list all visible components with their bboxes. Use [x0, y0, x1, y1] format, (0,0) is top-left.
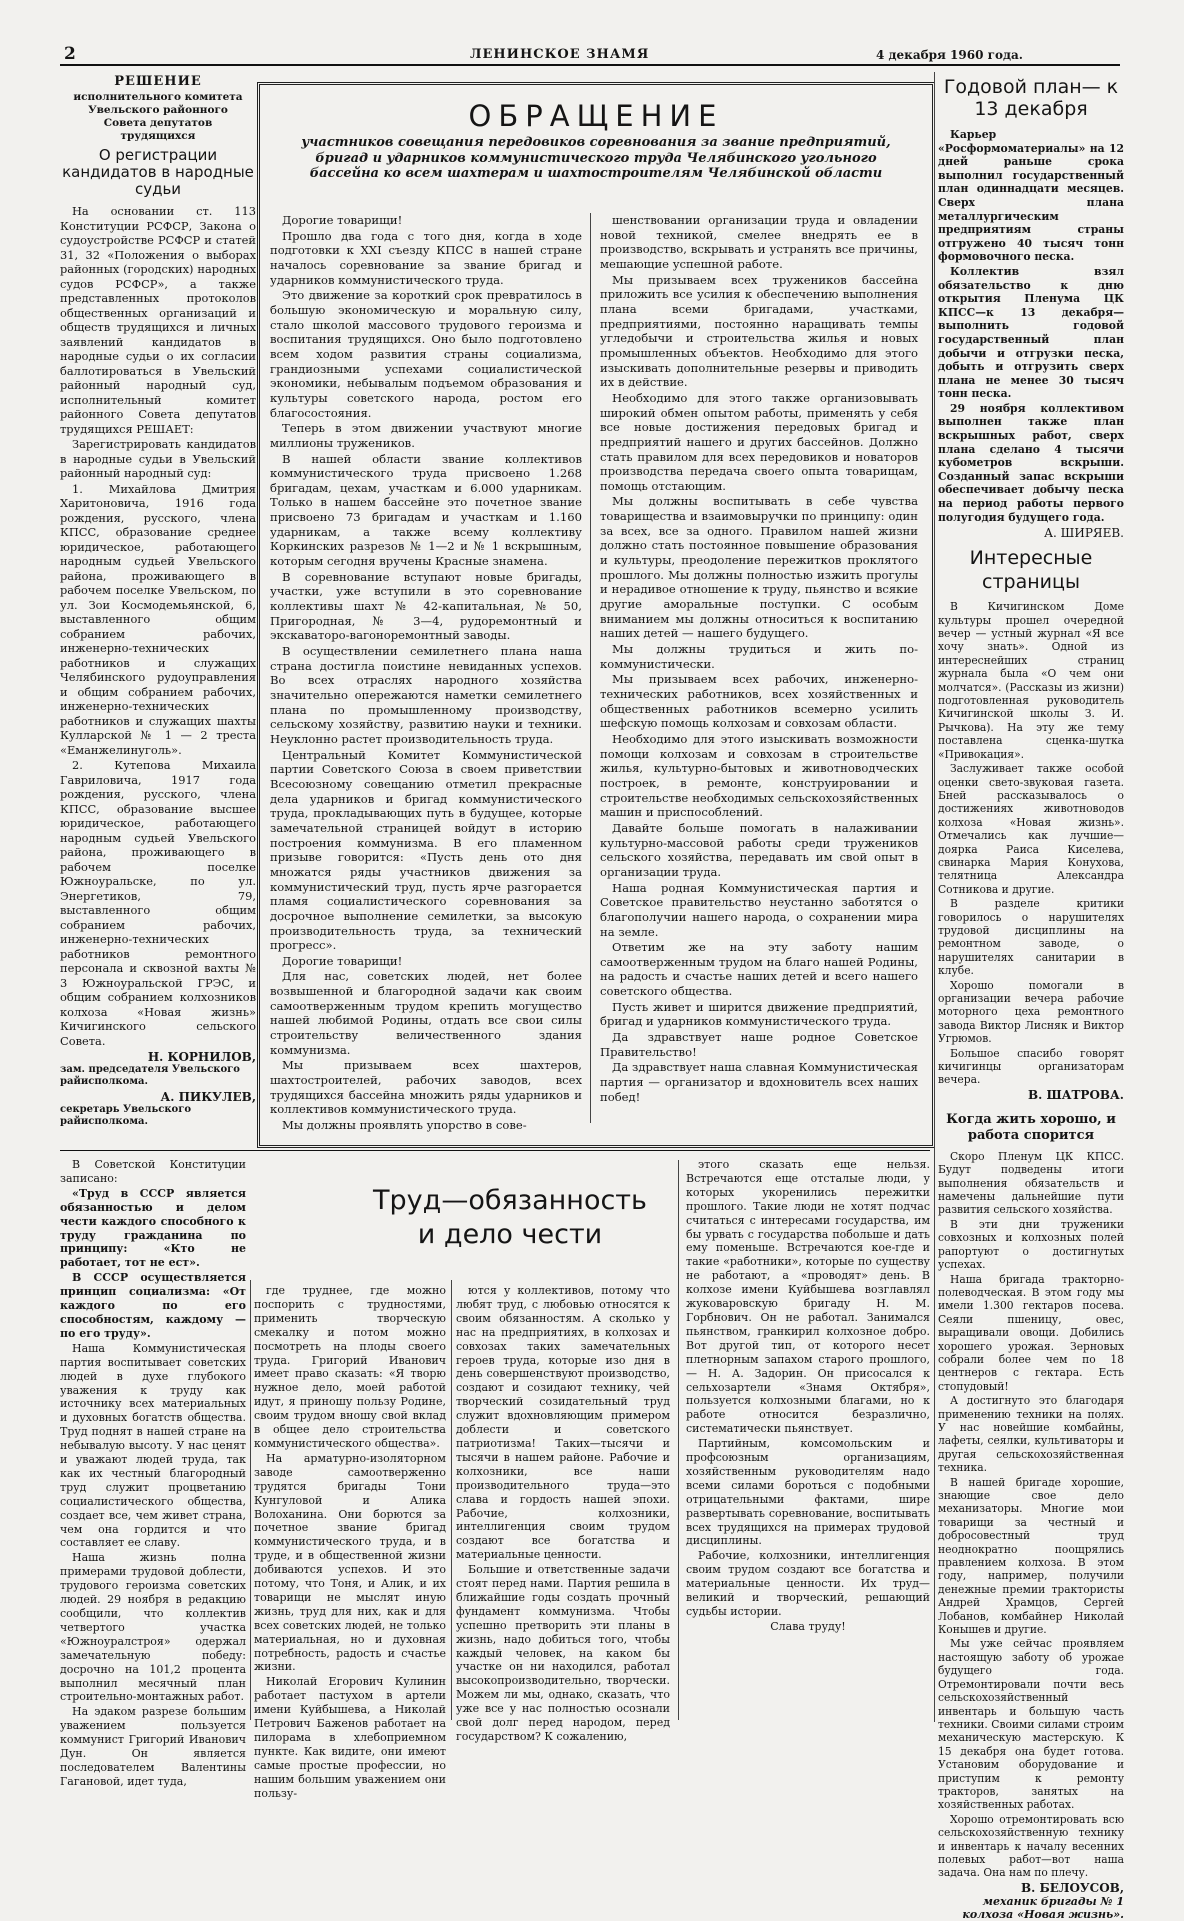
appeal-paragraph: Ответим же на эту заботу нашим самоотверженным трудом на благо нашей Родины, на радость и счастье наших детей и всего нашего советского общества.: [600, 940, 918, 999]
decision-title: О регистрации кандидатов в народные судьи: [62, 146, 254, 198]
live-well-title: Когда жить хорошо, и работа спорится: [946, 1111, 1116, 1143]
issue-date: 4 декабря 1960 года.: [876, 48, 1023, 62]
labor-column-3: [456, 1284, 670, 1743]
header-rule: [60, 64, 1120, 66]
interesting-pages-paragraph: В Кичигинском Доме культуры прошел очередной вечер — устный журнал «Я все хочу знать». Одной из интереснейших страниц журнала была «О чем они молчатся». (Рассказы из жизни) подготовленная руководитель Кичигинской школы З. И. Рычкова). На эту же тему поставлена сценка-шутка «Привокация».: [938, 600, 1124, 761]
appeal-column-1: [270, 213, 582, 1133]
appeal-paragraph: Дорогие товарищи!: [282, 953, 403, 968]
section-divider: [60, 1150, 930, 1151]
labor-column-4: [686, 1158, 930, 1720]
live-well-body: [938, 1150, 1124, 1880]
labor-paragraph: В Советской Конституции записано:: [60, 1158, 246, 1185]
decision-label: РЕШЕНИЕ: [114, 74, 202, 89]
interesting-pages-paragraph: Большое спасибо говорят кичигинцы организаторам вечера.: [938, 1046, 1124, 1087]
appeal-paragraph: Мы должны трудиться и жить по-коммунистически.: [600, 642, 918, 671]
labor-paragraph: Наша жизнь полна примерами трудовой доблести, трудового героизма советских людей. 29 ноября в редакцию сообщили, что коллектив четвертого участка «Южноуралстроя» одержал замечательную победу: досрочно на 101,2 процента выполнил месячный план строительно-монтажных работ.: [60, 1551, 246, 1704]
interesting-pages-paragraph: В разделе критики говорилось о нарушителях трудовой дисциплины на ремонтном заводе, о нарушителях санитарии в клубе.: [938, 897, 1124, 978]
appeal-title: ОБРАЩЕНИЕ: [468, 99, 724, 133]
annual-plan-body: [938, 128, 1124, 524]
appeal-paragraph: Мы призываем всех тружеников бассейна приложить все усилия к обеспечению выполнения плана всеми бригадами, участками, предприятиями, постоянно наращивать темпы угледобычи и строительства жилья и новых промышленных объектов. Необходимо для этого изыскивать дополнительные резервы и приводить их в действие.: [600, 272, 918, 390]
right-column: [938, 76, 1124, 1921]
appeal-paragraph: шенствовании организации труда и овладении новой техникой, смелее внедрять ее в производство, вскрывать и устранять все причины, мешающие успешной работе.: [600, 213, 918, 271]
labor-closing: Слава труду!: [770, 1619, 846, 1633]
labor-column-rule: [250, 1280, 251, 1720]
appeal-paragraph: Прошло два года с того дня, когда в ходе подготовки к XXI съезду КПСС в нашей стране началось соревнование за звание бригад и ударников коммунистического труда.: [270, 228, 582, 287]
live-well-paragraph: Хорошо отремонтировать всю сельскохозяйственную технику и инвентарь к началу весенних полевых работ—вот наша задача. Она нам по плечу.: [938, 1812, 1124, 1880]
annual-plan-author: А. ШИРЯЕВ.: [1043, 526, 1124, 541]
live-well-paragraph: В эти дни труженики совхозных и колхозных полей рапортуют о достигнутых успехах.: [938, 1217, 1124, 1272]
annual-plan-paragraph: 29 ноября коллективом выполнен также план вскрышных работ, сверх плана сделано 4 тысячи кубометров вскрыши. Созданный запас вскрыши обеспечивает добычу песка на период работы первого полугодия будущего года.: [938, 401, 1124, 524]
labor-quote: В СССР осуществляется принцип социализма: «От каждого по его способностям, каждому — по его труду».: [60, 1271, 246, 1340]
live-well-paragraph: Скоро Пленум ЦК КПСС. Будут подведены итоги выполнения обязательств и намечены дальнейшие пути развития сельского хозяйства.: [938, 1149, 1124, 1217]
appeal-paragraph: Теперь в этом движении участвуют многие миллионы тружеников.: [270, 421, 582, 450]
labor-column-2: [254, 1284, 446, 1800]
appeal-paragraph: В осуществлении семилетнего плана наша страна достигла поистине невиданных успехов. Во всех отраслях народного хозяйства значительно опережаются наметки семилетнего плана по промышленному производству, сельскому хозяйству, развитию науки и техники. Неуклонно растет производительность труда.: [270, 644, 582, 746]
interesting-pages-author: В. ШАТРОВА.: [1028, 1087, 1124, 1102]
live-well-author-title: механик бригады № 1 колхоза «Новая жизнь».: [962, 1894, 1124, 1921]
signer2-name: А. ПИКУЛЕВ,: [160, 1090, 256, 1104]
appeal-paragraph: Наша родная Коммунистическая партия и Советское правительство неустанно заботятся о благополучии нашего народа, о сохранении мира на земле.: [600, 880, 918, 939]
appeal-paragraph: Да здравствует наше родное Советское Правительство!: [600, 1030, 918, 1059]
labor-column-rule: [451, 1280, 452, 1720]
appeal-column-divider: [590, 213, 591, 1123]
annual-plan-paragraph: Коллектив взял обязательство к дню открытия Пленума ЦК КПСС—к 13 декабря—выполнить годовой государственный план добычи и отгрузки песка, добыть и отгрузить сверх плана не менее 30 тысяч тонн песка.: [938, 264, 1124, 401]
appeal-paragraph: Дорогие товарищи!: [282, 213, 403, 227]
appeal-paragraph: Мы призываем всех шахтеров, шахтостроителей, рабочих заводов, всех трудящихся бассейна множить ряды ударников и коллективов коммунистического труда.: [270, 1058, 582, 1117]
labor-title-block: [340, 1184, 680, 1274]
live-well-paragraph: Мы уже сейчас проявляем настоящую заботу об урожае будущего года. Отремонтировали почти весь сельскохозяйственный инвентарь и большую часть техники. Своими силами строим механическую мастерскую. К 15 декабря она будет готова. Установим оборудование и приступим к ремонту тракторов, занятых на хозяйственных работах.: [938, 1637, 1124, 1812]
labor-paragraph: Рабочие, колхозники, интеллигенция своим трудом создают все богатства и материальные ценности. Их труд—великий и творческий, решающий судьбы истории.: [686, 1549, 930, 1618]
decision-issuer: исполнительного комитета Увельского районного Совета депутатов трудящихся: [73, 91, 243, 142]
decision-body: [60, 204, 256, 1048]
appeal-paragraph: В соревнование вступают новые бригады, участки, уже вступили в это соревнование коллективы шахт № 42-капитальная, № 50, Пригородная, № 3—4, рудоремонтный и экскаваторо-вагоноремонтный заводы.: [270, 569, 582, 643]
annual-plan-paragraph: Карьер «Росформоматериалы» на 12 дней раньше срока выполнил государственный план одиннадцати месяцев. Сверх плана металлургическим предприятиям страны отгружено 40 тысяч тонн формовочного песка.: [938, 128, 1124, 264]
interesting-pages-body: [938, 600, 1124, 1087]
annual-plan-title: Годовой план— к 13 декабря: [943, 76, 1119, 120]
page-number: 2: [64, 44, 76, 64]
interesting-pages-paragraph: Хорошо помогали в организации вечера рабочие моторного цеха ремонтного завода Виктор Лисняк и Виктор Угрюмов.: [938, 978, 1124, 1046]
decision-paragraph: Зарегистрировать кандидатов в народные судьи в Увельский районный народный суд:: [60, 437, 256, 480]
signer1-title: зам. председателя Увельского райисполкома.: [60, 1064, 240, 1087]
live-well-paragraph: В нашей бригаде хорошие, знающие свое дело механизаторы. Многие мои товарищи за честный и добросовестный труд неоднократно поощрялись правлением колхоза. В этом году, например, получили денежные премии трактористы Андрей Храмцов, Сергей Лобанов, комбайнер Николай Конышев и другие.: [938, 1475, 1124, 1637]
appeal-subtitle: участников совещания передовиков соревнования за звание предприятий, бригад и ударников коммунистического труда Челябинского угольного бассейна ко всем шахтерам и шахтостроителям Челябинской области: [301, 135, 891, 181]
labor-paragraph: Партийным, комсомольским и профсоюзным организациям, хозяйственным руководителям надо всеми силами бороться с подобными отрицательными фактами, шире развертывать соревнование, воспитывать всех трудящихся на примерах трудовой дисциплины.: [686, 1437, 930, 1548]
labor-column-rule: [678, 1160, 679, 1720]
labor-paragraph: где труднее, где можно поспорить с трудностями, применить творческую смекалку и потом можно посмотреть на плоды своего труда. Григорий Иванович имеет право сказать: «Я творю нужное дело, моей работой идут, я приношу пользу Родине, своим трудом вношу свой вклад в общее дело строительства коммунистического общества».: [254, 1284, 446, 1450]
signer2-title: секретарь Увельского райисполкома.: [60, 1104, 192, 1127]
appeal-paragraph: Мы должны воспитывать в себе чувства товарищества и взаимовыручки по принципу: один за всех, все за одного. Правилом нашей жизни должно стать постоянное повышение образования и культуры, преодоление пережитков проклятого прошлого. Мы должны полностью изжить прогулы и нерадивое отношение к труду, пьянство и всякие другие аморальные поступки. С особым вниманием мы должны относиться к воспитанию наших детей — нашего будущего.: [600, 494, 918, 641]
interesting-pages-paragraph: Заслуживает также особой оценки свето-звуковая газета. Бней рассказывалось о достижениях животноводов колхоза «Новая жизнь». Отмечались как лучшие—доярка Раиса Киселева, свинарка Мария Конухова, телятница Александра Сотникова и другие.: [938, 762, 1124, 896]
decision-article: [60, 74, 256, 1164]
appeal-paragraph: Необходимо для этого изыскивать возможности помощи колхозам и совхозам в строительстве жилья, культурно-бытовых и животноводческих построек, в ремонте, конструировании и строительстве необходимых сельскохозяйственных машин и приспособлений.: [600, 731, 918, 820]
labor-paragraph: На арматурно-изоляторном заводе самоотверженно трудятся бригады Тони Кунгуловой и Алика Волоханина. Они борются за почетное звание бригад коммунистического труда, и в труде, и в общественной жизни добиваются успехов. И это потому, что Тоня, и Алик, и их товарищи не мыслят иную жизнь, труд для них, как и для всех советских людей, не только материальная, но и духовная потребность, радость и счастье жизни.: [254, 1451, 446, 1674]
decision-paragraph: 2. Кутепова Михаила Гавриловича, 1917 года рождения, русского, члена КПСС, образование высшее юридическое, работающего народным судьей Увельского района, проживающего в рабочем поселке Южноуральске, по ул. Энергетиков, 79, выставленного общим собранием рабочих, инженерно-технических работников ремонтного персонала и сквозной вахты № 3 Южноуральской ГРЭС, и общим собранием колхозников колхоза «Новая жизнь» Кичигинского сельского Совета.: [60, 758, 256, 1048]
appeal-frame: [257, 82, 935, 1148]
live-well-paragraph: Наша бригада тракторно-полеводческая. В этом году мы имели 1.300 гектаров посева. Сеяли пшеницу, овес, выращивали овощи. Добились хорошего урожая. Зерновых собрали более чем по 18 центнеров с гектара. Есть стопудовый!: [938, 1272, 1124, 1393]
labor-paragraph: Николай Егорович Кулинин работает пастухом в артели имени Куйбышева, а Николай Петрович Баженов работает на пилорама в хлебоприемном пункте. Как видите, они имеют самые простые профессии, но нашим большим уважением они пользу-: [254, 1675, 446, 1800]
appeal-paragraph: Центральный Комитет Коммунистической партии Советского Союза в своем приветствии Всесоюзному совещанию отметил прекрасные дела ударников и бригад коммунистического труда, прокладывающих путь в будущее, которые замечательной страницей войдут в историю построения коммунизма. В его пламенном призыве говорится: «Пусть день ото дня множатся ряды участников движения за коммунистический труд, пусть ярче разгорается пламя социалистического соревнования за досрочное выполнение семилетки, за высокую производительность труда, за технический прогресс».: [270, 747, 582, 953]
appeal-paragraph: Да здравствует наша славная Коммунистическая партия — организатор и вдохновитель всех наших побед!: [600, 1060, 918, 1104]
live-well-paragraph: А достигнуто это благодаря применению техники на полях. У нас новейшие комбайны, лафеты, сеялки, культиваторы и другая сельскохозяйственная техника.: [938, 1394, 1124, 1475]
labor-paragraph: Наша Коммунистическая партия воспитывает советских людей в духе глубокого уважения к труду как источнику всех материальных и духовных богатств общества. Труд поднят в нашей стране на небывалую высоту. У нас ценят и уважают людей труда, так как их честный благородный труд служит процветанию социалистического общества, создает все, чем живет страна, чем она гордится и что составляет ее славу.: [60, 1341, 246, 1550]
appeal-paragraph: Мы призываем всех рабочих, инженерно-технических работников, всех хозяйственных и общественных работников всемерно усилить шефскую помощь колхозам и совхозам области.: [600, 672, 918, 731]
decision-paragraph: На основании ст. 113 Конституции РСФСР, Закона о судоустройстве РСФСР и статей 31, 32 «Положения о выборах районных (городских) народных судов РСФСР», а также представленных протоколов общественных организаций и обществ трудящихся и личных заявлений кандидатов в народные судьи о их согласии баллотироваться в Увельский районный народный суд, исполнительный комитет районного Совета депутатов трудящихся РЕШАЕТ:: [60, 204, 256, 436]
labor-column-1: [60, 1158, 246, 1788]
appeal-paragraph: Необходимо для этого также организовывать широкий обмен опытом работы, применять у себя все новые достижения передовых бригад и предприятий нашего и других бассейнов. Должно стать правилом для всех передовиков и новаторов производства передача своего опыта товарищам, помощь отстающим.: [600, 390, 918, 493]
right-column-rule: [934, 72, 935, 1722]
labor-paragraph: этого сказать еще нельзя. Встречаются еще отсталые люди, у которых укоренились пережитки прошлого. Такие люди не хотят подчас считаться с интересами государства, им бы урвать с государства побольше и дать ему поменьше. Встречаются кое-где и такие «работники», которые по существу не работают, а «проводят» день. В колхозе имени Куйбышева возглавлял жуковаровскую бригаду Н. М. Горбнович. Он не работал. Занимался пьянством, гранкирил колхозное добро. Вот другой тип, от которого несет плетнорным запахом старого прошлого, — Н. А. Задорин. Он присосался к сельхозартели «Знамя Октября», пользуется колхозными благами, но к работе относится безразлично, систематически пьянствует.: [686, 1158, 930, 1436]
appeal-paragraph: Давайте больше помогать в налаживании культурно-массовой работы среди тружеников сельского хозяйства, передавать им свой опыт в организации труда.: [600, 820, 918, 879]
interesting-pages-title: Интересные страницы: [969, 547, 1093, 594]
labor-title-line-2: и дело чести: [417, 1219, 603, 1250]
appeal-paragraph: Пусть живет и ширится движение предприятий, бригад и ударников коммунистического труда.: [600, 999, 918, 1029]
appeal-column-2: [600, 213, 918, 1133]
labor-paragraph: Большие и ответственные задачи стоят перед нами. Партия решила в ближайшие годы создать прочный фундамент коммунизма. Чтобы успешно претворить эти планы в жизнь, надо добиться того, чтобы каждый человек, на каком бы участке он ни находился, работал высокопроизводительно, творчески. Можем ли мы, однако, сказать, что уже все у нас полностью осознали свой долг перед народом, перед государством? К сожалению,: [456, 1563, 670, 1743]
labor-paragraph: На эдаком разрезе большим уважением пользуется коммунист Григорий Иванович Дун. Он является последователем Валентины Гагановой, идет туда,: [60, 1705, 246, 1788]
newspaper-title: ЛЕНИНСКОЕ ЗНАМЯ: [470, 47, 650, 62]
appeal-paragraph: Мы должны проявлять упорство в сове-: [282, 1118, 527, 1133]
live-well-author: В. БЕЛОУСОВ,: [1020, 1880, 1124, 1895]
appeal-paragraph: Это движение за короткий срок превратилось в большую экономическую и моральную силу, стало школой массового трудового героизма и воспитания трудящихся. Оно было подготовлено всем ходом развития страны социализма, грандиозными успехами социалистической экономики, небывалым подъемом образования и культуры советского народа, ростом его благосостояния.: [270, 288, 582, 420]
labor-title-line-1: Труд—обязанность: [373, 1185, 647, 1216]
labor-paragraph: ются у коллективов, потому что любят труд, с любовью относятся к своим обязанностям. А сколько у нас на предприятиях, в колхозах и совхозах таких замечательных героев труда, которые изо дня в день совершенствуют производство, создают и созидают технику, чей творческий созидательный труд служит вдохновляющим примером доблести и советского патриотизма! Таких—тысячи и тысячи в нашем районе. Рабочие и колхозники, все наши производительного труда—это слава и гордость нашей эпохи. Рабочие, колхозники, интеллигенция своим трудом создают все богатства и материальные ценности.: [456, 1284, 670, 1562]
decision-paragraph: 1. Михайлова Дмитрия Харитоновича, 1916 года рождения, русского, члена КПСС, образование среднее юридическое, работающего народным судьей Увельского района, проживающего в рабочем поселке Увельском, по ул. Зои Космодемьянской, 6, выставленного общим собранием рабочих, инженерно-технических работников и служащих Челябинского рудоуправления и общим собранием рабочих, инженерно-технических работников и служащих шахты Кулларской № 1 — 2 треста «Еманжелинуголь».: [60, 481, 256, 757]
signer1-name: Н. КОРНИЛОВ,: [147, 1050, 256, 1064]
appeal-paragraph: В нашей области звание коллективов коммунистического труда присвоено 1.268 бригадам, цехам, участкам и 6.000 ударникам. Только в нашем бассейне это почетное звание присвоено 73 бригадам и участкам и 1.160 ударникам, а также всему коллективу Коркинских разрезов № 1—2 и № 1 вскрышным, которым сегодня вручены Красные знамена.: [270, 451, 582, 569]
labor-quote: «Труд в СССР является обязанностью и делом чести каждого способного к труду гражданина по принципу: «Кто не работает, тот не ест».: [60, 1186, 246, 1270]
appeal-paragraph: Для нас, советских людей, нет более возвышенной и благородной задачи как своим самоотверженным трудом крепить могущество нашей любимой Родины, отдать все свои силы строительству величественного здания коммунизма.: [270, 969, 582, 1057]
